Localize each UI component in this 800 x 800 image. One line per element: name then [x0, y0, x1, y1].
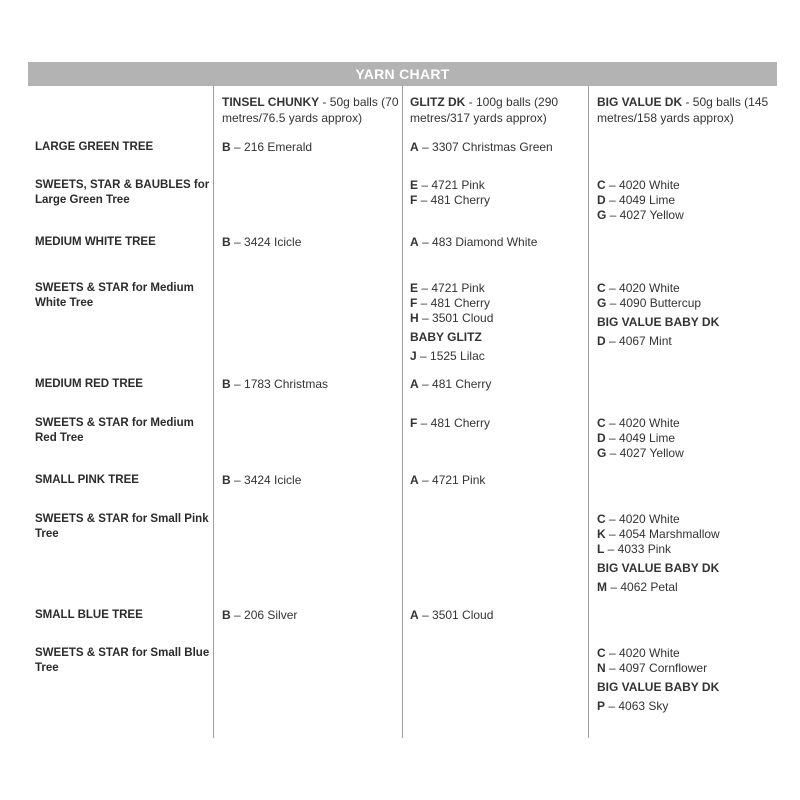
- yarn-code: D: [597, 193, 606, 207]
- yarn-entry: [410, 235, 586, 250]
- yarn-entry: [597, 512, 775, 527]
- yarn-shade: – 4063 Sky: [605, 699, 669, 713]
- column-divider: [588, 86, 589, 738]
- yarn-entry: [597, 446, 775, 461]
- yarn-code: G: [597, 208, 607, 222]
- yarn-shade: – 481 Cherry: [418, 377, 492, 391]
- yarn-shade: – 4721 Pink: [418, 473, 486, 487]
- yarn-code: A: [410, 473, 419, 487]
- yarn-code: C: [597, 281, 606, 295]
- big-value-dk-cell: [597, 416, 775, 461]
- tinsel-chunky-cell: [222, 608, 400, 623]
- yarn-shade: – 4721 Pink: [418, 281, 485, 295]
- tinsel-chunky-cell: [222, 235, 400, 250]
- yarn-shade: – 4027 Yellow: [606, 446, 684, 460]
- row-label: SWEETS & STAR for Small Pink Tree: [35, 513, 209, 540]
- yarn-entry: [222, 377, 400, 392]
- yarn-entry: [597, 527, 775, 542]
- yarn-shade: – 4027 Yellow: [606, 208, 684, 222]
- yarn-code: J: [410, 349, 417, 363]
- glitz-dk-cell: [410, 377, 586, 392]
- yarn-entry: [410, 377, 586, 392]
- yarn-entry: [597, 296, 775, 311]
- row-label: SWEETS, STAR & BAUBLES for Large Green Tree: [35, 179, 210, 206]
- yarn-shade: – 4020 White: [605, 416, 680, 430]
- yarn-code: C: [597, 646, 606, 660]
- yarn-entry: [410, 296, 586, 311]
- glitz-dk-cell: [410, 416, 586, 431]
- yarn-subheading: BIG VALUE BABY DK: [597, 680, 720, 694]
- yarn-shade: – 4020 White: [605, 646, 680, 660]
- chart-title: YARN CHART: [28, 62, 777, 86]
- row-label: SWEETS & STAR for Medium White Tree: [35, 282, 194, 309]
- yarn-subheading: BABY GLITZ: [410, 330, 482, 344]
- tinsel-chunky-cell: [222, 377, 400, 392]
- column-header-big-value-dk: BIG VALUE DK - 50g balls (145 metres/158 yards approx): [597, 95, 769, 125]
- yarn-entry: [597, 646, 775, 661]
- yarn-code: D: [597, 431, 606, 445]
- yarn-entry: [410, 178, 586, 193]
- yarn-shade: – 4721 Pink: [418, 178, 485, 192]
- yarn-entry: [597, 661, 775, 676]
- row-label: SMALL BLUE TREE: [35, 609, 143, 621]
- column-header-glitz-dk: GLITZ DK - 100g balls (290 metres/317 yards approx): [410, 95, 559, 125]
- glitz-dk-cell: [410, 281, 586, 364]
- yarn-shade: – 4049 Lime: [605, 431, 676, 445]
- yarn-entry: [410, 349, 586, 364]
- glitz-dk-cell: [410, 140, 586, 155]
- yarn-entry: [410, 416, 586, 431]
- yarn-shade: – 1783 Christmas: [230, 377, 329, 391]
- yarn-code: F: [410, 416, 418, 430]
- yarn-shade: – 4049 Lime: [605, 193, 676, 207]
- row-label: LARGE GREEN TREE: [35, 141, 154, 153]
- tinsel-chunky-cell: [222, 140, 400, 155]
- yarn-code: G: [597, 446, 607, 460]
- yarn-entry: [222, 608, 400, 623]
- row-label: SWEETS & STAR for Medium Red Tree: [35, 417, 194, 444]
- yarn-entry: [410, 281, 586, 296]
- yarn-code: E: [410, 178, 419, 192]
- yarn-code: E: [410, 281, 419, 295]
- yarn-code: N: [597, 661, 606, 675]
- yarn-shade: – 1525 Lilac: [416, 349, 485, 363]
- column-divider: [402, 86, 403, 738]
- yarn-entry: [597, 542, 775, 557]
- yarn-shade: – 4090 Buttercup: [606, 296, 702, 310]
- yarn-code: P: [597, 699, 606, 713]
- yarn-entry: [410, 311, 586, 326]
- yarn-shade: – 216 Emerald: [230, 140, 313, 154]
- yarn-entry: [410, 473, 586, 488]
- yarn-code: A: [410, 377, 419, 391]
- big-value-dk-cell: [597, 646, 775, 714]
- tinsel-chunky-cell: [222, 473, 400, 488]
- yarn-entry: [597, 334, 775, 349]
- yarn-entry: [597, 699, 775, 714]
- yarn-shade: – 481 Cherry: [417, 193, 491, 207]
- yarn-code: A: [410, 140, 419, 154]
- yarn-subheading: BIG VALUE BABY DK: [597, 315, 720, 329]
- yarn-shade: – 3501 Cloud: [418, 311, 494, 325]
- yarn-entry: [410, 608, 586, 623]
- yarn-shade: – 4020 White: [605, 178, 680, 192]
- yarn-code: M: [597, 580, 607, 594]
- yarn-entry: [597, 580, 775, 595]
- row-label: MEDIUM RED TREE: [35, 378, 143, 390]
- yarn-shade: – 3424 Icicle: [230, 473, 302, 487]
- yarn-code: B: [222, 140, 231, 154]
- yarn-entry: [597, 431, 775, 446]
- yarn-code: D: [597, 334, 606, 348]
- yarn-entry: [222, 140, 400, 155]
- yarn-shade: – 4054 Marshmallow: [605, 527, 720, 541]
- yarn-code: G: [597, 296, 607, 310]
- yarn-code: C: [597, 512, 606, 526]
- yarn-code: H: [410, 311, 419, 325]
- yarn-code: F: [410, 296, 418, 310]
- yarn-entry: [597, 281, 775, 296]
- yarn-code: L: [597, 542, 605, 556]
- yarn-chart: [28, 62, 777, 738]
- yarn-shade: – 3424 Icicle: [230, 235, 302, 249]
- yarn-code: K: [597, 527, 606, 541]
- big-value-dk-cell: [597, 281, 775, 349]
- yarn-entry: [597, 416, 775, 431]
- yarn-code: A: [410, 235, 419, 249]
- column-header-tinsel-chunky: TINSEL CHUNKY - 50g balls (70 metres/76.5 yards approx): [222, 95, 399, 125]
- yarn-shade: – 206 Silver: [230, 608, 298, 622]
- yarn-entry: [222, 473, 400, 488]
- column-divider: [213, 86, 214, 738]
- yarn-code: B: [222, 608, 231, 622]
- yarn-shade: – 4020 White: [605, 281, 680, 295]
- yarn-shade: – 3501 Cloud: [418, 608, 494, 622]
- yarn-code: B: [222, 235, 231, 249]
- glitz-dk-cell: [410, 608, 586, 623]
- row-label: SWEETS & STAR for Small Blue Tree: [35, 647, 210, 674]
- yarn-code: C: [597, 416, 606, 430]
- yarn-shade: – 481 Cherry: [417, 416, 491, 430]
- yarn-code: A: [410, 608, 419, 622]
- glitz-dk-cell: [410, 235, 586, 250]
- yarn-code: B: [222, 473, 231, 487]
- yarn-code: B: [222, 377, 231, 391]
- yarn-entry: [597, 178, 775, 193]
- yarn-shade: – 481 Cherry: [417, 296, 491, 310]
- yarn-shade: – 4020 White: [605, 512, 680, 526]
- yarn-subheading: BIG VALUE BABY DK: [597, 561, 720, 575]
- yarn-shade: – 483 Diamond White: [418, 235, 538, 249]
- yarn-entry: [410, 140, 586, 155]
- row-label: MEDIUM WHITE TREE: [35, 236, 156, 248]
- yarn-shade: – 3307 Christmas Green: [418, 140, 553, 154]
- yarn-code: F: [410, 193, 418, 207]
- yarn-code: C: [597, 178, 606, 192]
- yarn-shade: – 4062 Petal: [607, 580, 678, 594]
- yarn-shade: – 4067 Mint: [605, 334, 672, 348]
- yarn-entry: [597, 208, 775, 223]
- yarn-shade: – 4097 Cornflower: [605, 661, 708, 675]
- big-value-dk-cell: [597, 512, 775, 595]
- yarn-entry: [597, 193, 775, 208]
- glitz-dk-cell: [410, 178, 586, 208]
- big-value-dk-cell: [597, 178, 775, 223]
- glitz-dk-cell: [410, 473, 586, 488]
- yarn-entry: [222, 235, 400, 250]
- yarn-entry: [410, 193, 586, 208]
- yarn-shade: – 4033 Pink: [604, 542, 672, 556]
- row-label: SMALL PINK TREE: [35, 474, 139, 486]
